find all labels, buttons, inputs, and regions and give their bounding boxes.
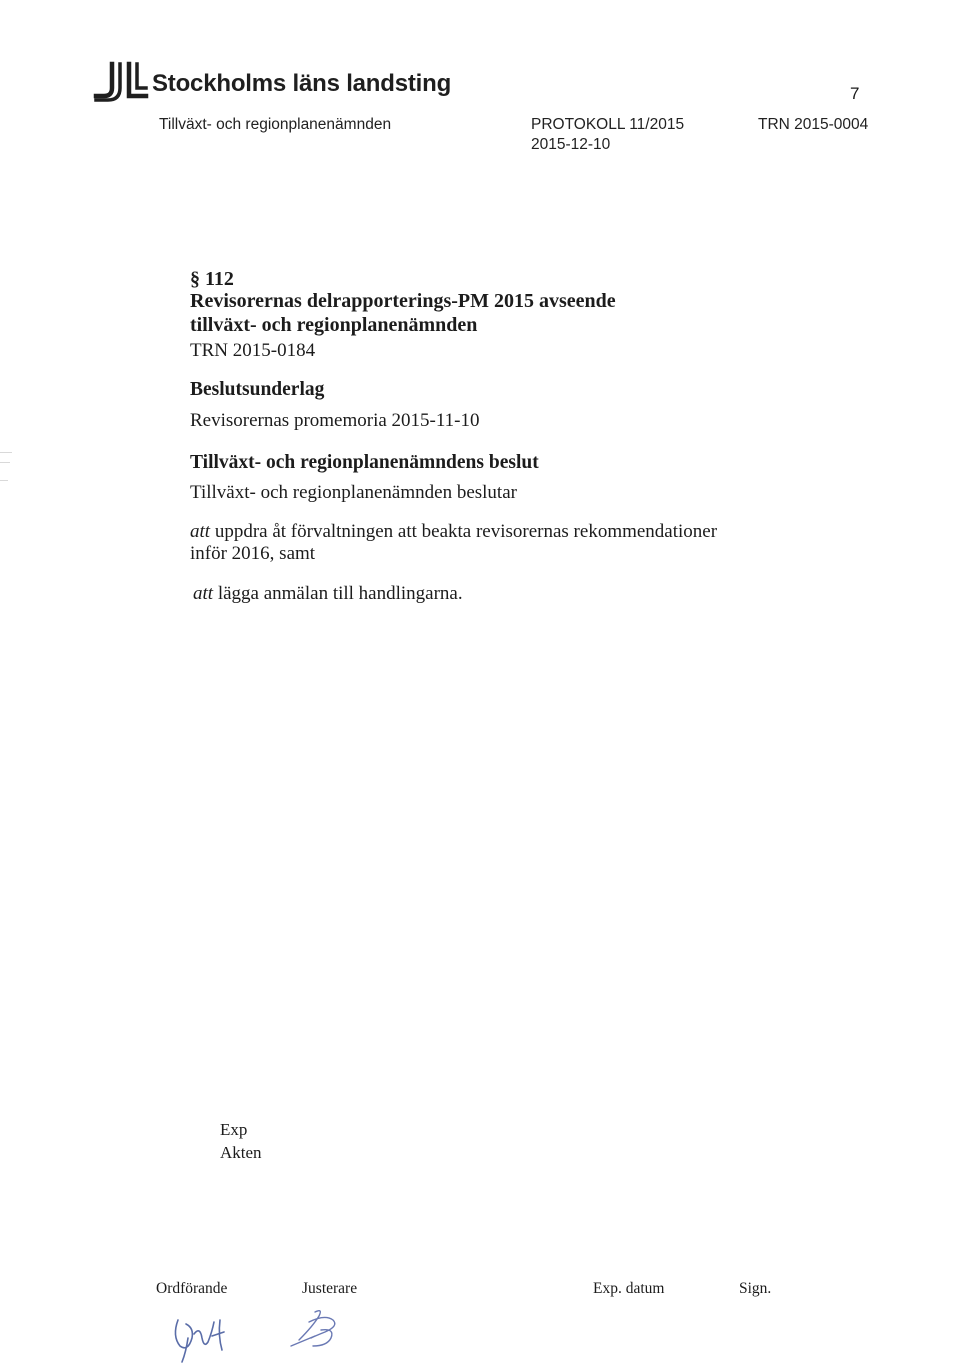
item-title-line1: Revisorernas delrapporterings-PM 2015 avseende xyxy=(190,290,616,312)
att-word: att xyxy=(190,521,211,542)
case-number: TRN 2015-0184 xyxy=(190,340,316,361)
decision-heading: Tillväxt- och regionplanenämndens beslut xyxy=(190,452,539,473)
protocol-number: PROTOKOLL 11/2015 xyxy=(531,116,685,133)
basis-text: Revisorernas promemoria 2015-11-10 xyxy=(190,410,480,431)
decision-point-2-text: lägga anmälan till handlingarna. xyxy=(213,583,463,604)
scan-artifact xyxy=(0,462,10,463)
basis-heading: Beslutsunderlag xyxy=(190,379,325,400)
meeting-date: 2015-12-10 xyxy=(531,136,611,153)
chair-label: Ordförande xyxy=(156,1280,228,1297)
diarie-number: TRN 2015-0004 xyxy=(758,116,869,133)
organization-logo xyxy=(92,60,462,104)
scan-artifact xyxy=(0,480,8,481)
decision-point-2 xyxy=(193,583,463,605)
scan-artifact xyxy=(0,452,12,453)
att-word: att xyxy=(193,583,214,604)
organization-name: Stockholms läns landsting xyxy=(152,70,452,97)
sll-logo-icon xyxy=(92,60,150,104)
exp-date-label: Exp. datum xyxy=(593,1280,665,1297)
section-number: § 112 xyxy=(190,268,234,290)
page-number: 7 xyxy=(850,84,860,103)
distribution-akten: Akten xyxy=(220,1143,262,1162)
decision-point-1-cont: inför 2016, samt xyxy=(190,543,316,564)
sign-label: Sign. xyxy=(739,1280,772,1297)
decision-point-1 xyxy=(190,521,717,543)
item-title-line2: tillväxt- och regionplanenämnden xyxy=(190,314,478,336)
distribution-exp: Exp xyxy=(220,1120,248,1139)
decision-point-1-text: uppdra åt förvaltningen att beakta revisorernas rekommendationer xyxy=(210,521,718,542)
chair-signature xyxy=(168,1308,238,1364)
decision-intro: Tillväxt- och regionplanenämnden beslutar xyxy=(190,482,517,503)
adjuster-signature xyxy=(285,1306,355,1352)
adjuster-label: Justerare xyxy=(302,1280,358,1297)
committee-name: Tillväxt- och regionplanenämnden xyxy=(159,116,392,133)
